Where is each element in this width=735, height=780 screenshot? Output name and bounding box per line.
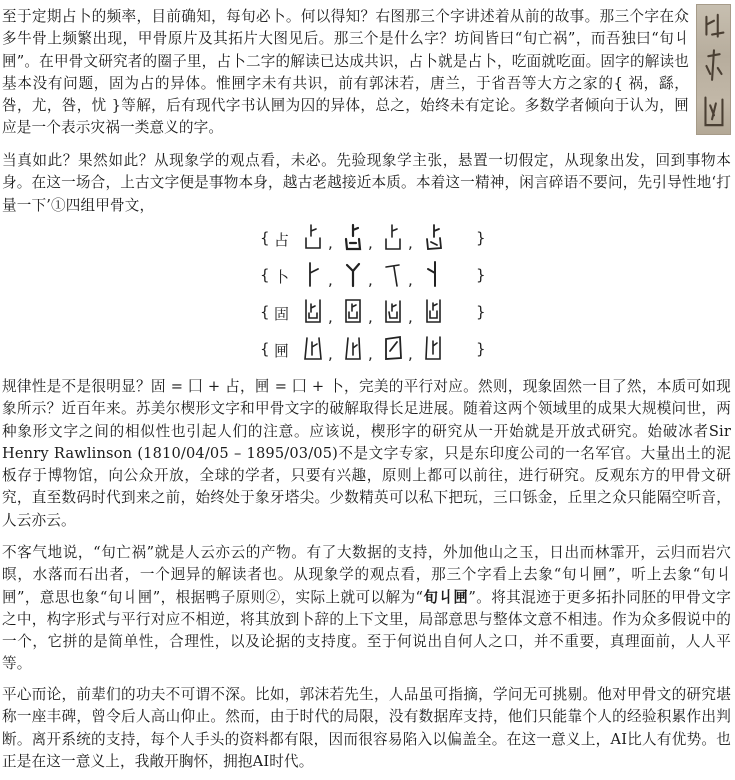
separator: , [408,308,413,326]
oracle-bone-glyph-table [258,222,488,368]
bu-glyph-variant-1 [302,259,324,289]
gu-glyph-variant-3 [382,296,404,326]
open-brace: { [260,266,270,284]
separator: , [368,308,373,326]
paragraph-phenomenology: 当真如此？果然如此？从现象学的观点看，未必。先验现象学主张，悬置一切假定，从现象出发，回到事物本身。在这一场合，上古文字便是事物本身，越古老越接近本质。本着这一精神，闲言碎语不要问，先引导性地‘打量一下’①四组甲骨文， [2,152,731,214]
huo-glyph-variant-4 [422,333,444,363]
paragraph-cuneiform-comparison: 规律性是不是很明显？固 = 囗 + 占，㘡 = 囗 + 卜，完美的平行对应。然则，现象固然一目了然，本质可如现象所示？近百年来。苏美尔楔形文字和甲骨文字的破解取得长足进展。随着这两个领域里的成果大规模问世，两种象形文字之间的相似性也引起人们的注意。应该说，楔形字的研究从一开始就是开放式研究。始破冰者Sir Henry Rawlinson (1810/04/05 – 1895/03/05)不是文字专家，只是东印度公司的一名军官。大量出土的泥板存于博物馆，向公众开放，全球的学者，只要有兴趣，原则上都可以前往，进行研究。反观东方的甲骨文研究，直至数码时代到来之前，始终处于象牙塔尖。少数精英可以私下把玩，三口铄金，丘里之众只能隔空听音，人云亦云。 [2,378,731,529]
gu-glyph-variant-1 [302,296,324,326]
huo-glyph-variant-3 [382,333,404,363]
close-brace: } [476,266,486,284]
separator: , [328,308,333,326]
glyph-row-bu [258,259,488,293]
bu-glyph-variant-3 [382,259,404,289]
zhan-glyph-variant-2 [342,222,364,252]
highlighted-reading: 旬丩㘡 [423,588,469,606]
separator: , [408,345,413,363]
paragraph-text: ”。将其混迹于更多拓扑同胚的甲骨文字之中，构字形式与平行对应不相逆，将其放到卜辞的上下文里，局部意思与整体文意不相违。作为众多假说中的一个，它拼的是简单性，合理性，以及论据的支持度。至于何说出自何人之口，并不重要，真理面前，人人平等。 [2,588,731,673]
separator: , [368,345,373,363]
close-brace: } [476,340,486,358]
glyph-row-gu [258,296,488,330]
row-label: 㘡 [274,342,290,360]
huo-glyph-variant-1 [302,333,324,363]
separator: , [328,271,333,289]
row-label: 占 [274,231,290,249]
paragraph-intro: 至于定期占卜的频率，目前确知，每旬必卜。何以得知？右图那三个字讲述着从前的故事。那三个字在众多牛骨上频繁出现，甲骨原片及其拓片大图见后。那三个是什么字？坊间皆曰“旬亡祸”，而吾独曰“旬丩㘡”。在甲骨文研究者的圈子里，占卜二字的解读已达成共识，占卜就是占卜，吃面就吃面。固字的解读也基本没有问题，固为占的异体。惟㘡字未有共识，前有郭沫若，唐兰，于省吾等大方之家的{ 祸，繇，咎，尤，咎，忧 }等解，后有现代字书认㘡为囚的异体，总之，始终未有定论。多数学者倾向于认为，㘡应是一个表示灾祸一类意义的字。 [2,8,689,137]
separator: , [368,234,373,252]
bu-glyph-variant-4 [422,259,444,289]
close-brace: } [476,229,486,247]
bu-glyph-variant-2 [342,259,364,289]
huo-glyph-variant-2 [342,333,364,363]
zhan-glyph-variant-3 [382,222,404,252]
close-brace: } [476,303,486,321]
open-brace: { [260,340,270,358]
row-label: 固 [274,305,290,323]
oracle-bone-rubbing-image [696,4,731,135]
glyph-row-huo [258,333,488,367]
separator: , [328,234,333,252]
paragraph-conclusion: 平心而论，前辈们的功夫不可谓不深。比如，郭沫若先生，人品虽可指摘，学问无可挑剔。他对甲骨文的研究堪称一座丰碑，曾令后人高山仰止。然而，由于时代的局限，没有数据库支持，他们只能靠个人的经验积累作出判断。离开系统的支持，每个人手头的资料都有限，因而很容易陷入以偏盖全。在这一意义上，AI比人有优势。也正是在这一意义上，我敞开胸怀，拥抱AI时代。 [2,686,731,770]
gu-glyph-variant-2 [342,296,364,326]
separator: , [408,271,413,289]
separator: , [368,271,373,289]
glyph-row-zhan [258,222,488,256]
paragraph-text: 不客气地说，“旬亡祸”就是人云亦云的产物。有了大数据的支持，外加他山之玉，日出而林霏开，云归而岩穴暝，水落而石出者，一个迥异的解读者也。从现象学的观点看，那三个字看上去象“旬丩㘡”，听上去象“旬丩㘡”，意思也象“旬丩㘡”，根据鸭子原则②，实际上就可以解为“ [2,544,731,606]
zhan-glyph-variant-4 [422,222,444,252]
open-brace: { [260,229,270,247]
separator: , [408,234,413,252]
open-brace: { [260,303,270,321]
separator: , [328,345,333,363]
zhan-glyph-variant-1 [302,222,324,252]
paragraph-reinterpretation [2,542,731,676]
gu-glyph-variant-4 [422,296,444,326]
row-label: 卜 [274,268,290,286]
